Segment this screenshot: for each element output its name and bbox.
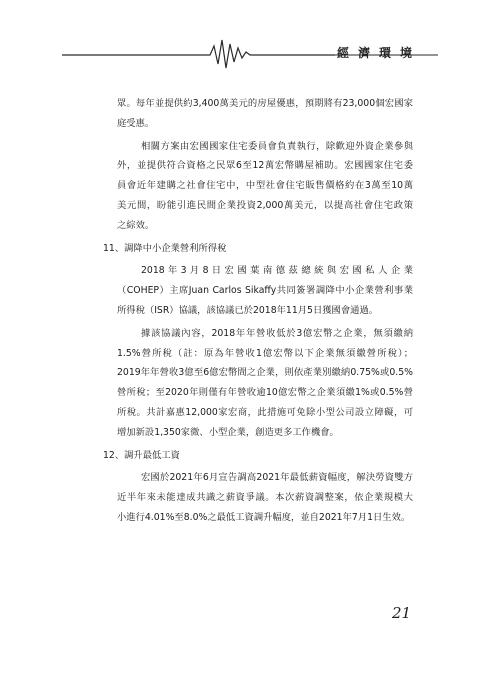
- page-header: [0, 0, 480, 80]
- section-title: 經濟環境: [337, 46, 422, 60]
- ecg-line-decoration: [0, 0, 480, 80]
- text-line: 1.5%營所稅（註：原為年營收1億宏幣以下企業無須繳營所稅）；: [117, 347, 413, 359]
- text-line: 2018 年 3 月 8 日 宏 國 葉 南 德 茲 總 統 與 宏 國 私 人 企 業: [141, 265, 413, 277]
- document-body: [103, 94, 413, 528]
- text-line: 外，並提供符合資格之民眾6至12萬宏幣購屋補助。宏國國家住宅委: [117, 160, 413, 172]
- text-line: 營所稅；至2020年則僅有年營收逾10億宏幣之企業須繳1%或0.5%營: [117, 387, 413, 399]
- text-line: （COHEP）主席Juan Carlos Sikaffy共同簽署調降中小企業營利事業: [117, 285, 413, 297]
- text-line: 宏國於2021年6月宣告調高2021年最低薪資幅度，解決勞資雙方: [141, 472, 413, 484]
- text-line: 員會近年建購之社會住宅中，中型社會住宅販售價格約在3萬至10萬: [117, 180, 413, 192]
- text-line: 庭受惠。: [117, 117, 155, 129]
- section-heading: 11、調降中小企業營利所得稅: [103, 242, 227, 254]
- text-line: 相關方案由宏國國家住宅委員會負責執行，除歡迎外資企業參與: [141, 140, 413, 152]
- text-line: 據該協議內容，2018年年營收低於3億宏幣之企業，無須繳納: [141, 327, 413, 339]
- text-line: 小進行4.01%至8.0%之最低工資調升幅度，並自2021年7月1日生效。: [117, 511, 411, 523]
- text-line: 之綜效。: [117, 219, 155, 231]
- text-line: 所稅。共計嘉惠12,000家宏商，此措施可免除小型公司設立障礙，可: [117, 406, 413, 418]
- text-line: 美元間，盼能引進民間企業投資2,000萬美元，以提高社會住宅政策: [117, 199, 413, 211]
- text-line: 所得稅（ISR）協議，該協議已於2018年11月5日獲國會通過。: [117, 304, 379, 316]
- page-number: 21: [392, 604, 412, 622]
- text-line: 增加新設1,350家微、小型企業，創造更多工作機會。: [117, 426, 339, 438]
- text-line: 近半年來未能達成共識之薪資爭議。本次薪資調整案，依企業規模大: [117, 492, 413, 504]
- section-heading: 12、調升最低工資: [103, 449, 180, 461]
- text-line: 眾。每年並提供約3,400萬美元的房屋優惠，預期將有23,000個宏國家: [117, 98, 413, 109]
- text-line: 2019年年營收3億至6億宏幣間之企業，則依產業別繳納0.75%或0.5%: [117, 367, 413, 379]
